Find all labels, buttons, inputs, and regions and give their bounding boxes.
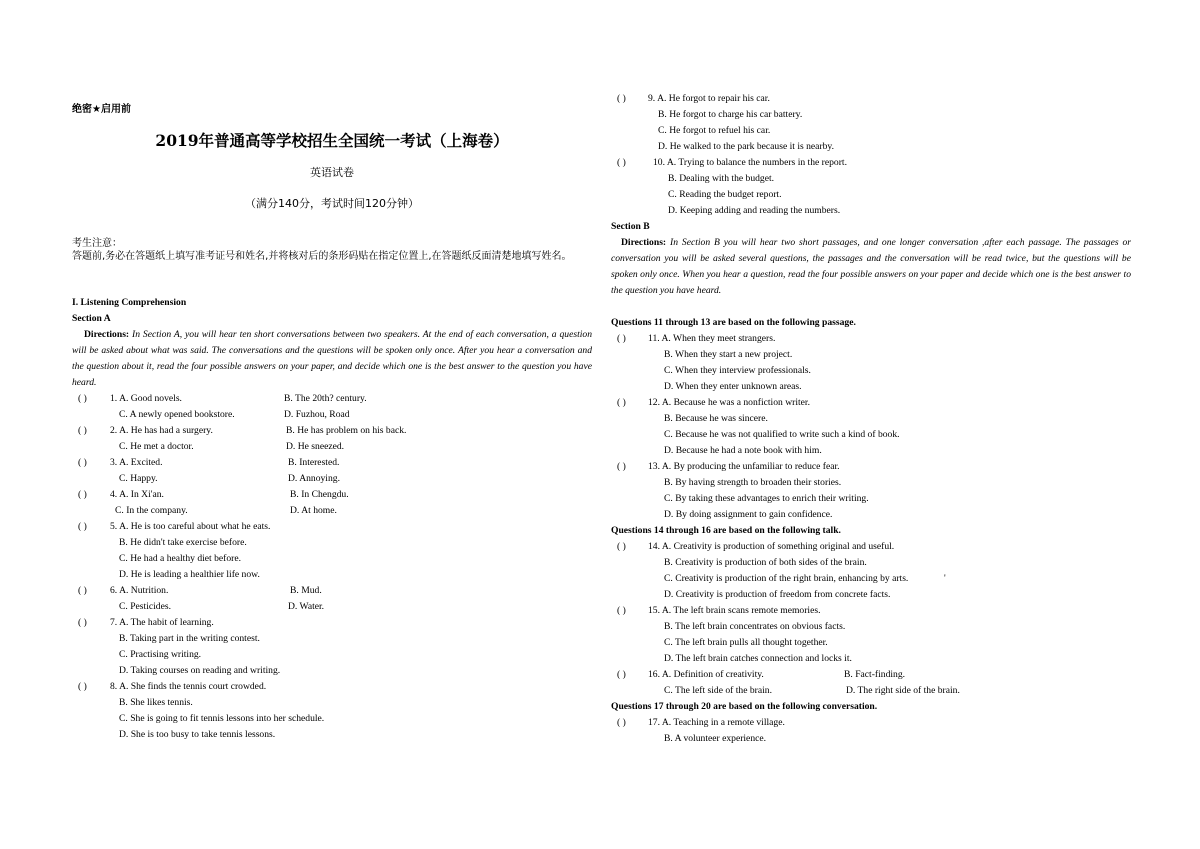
question-13-c [611, 491, 1131, 507]
option-b: B. When they start a new project. [664, 349, 793, 360]
option-d: D. Fuzhou, Road [284, 409, 350, 420]
question-15-b [611, 619, 1131, 635]
option-c: C. He had a healthy diet before. [119, 553, 242, 564]
notice-heading: 考生注意： [72, 238, 122, 249]
question-11-b [611, 347, 1131, 363]
answer-blank[interactable]: ( ) [617, 397, 626, 408]
option-d: D. Because he had a note book with him. [664, 445, 822, 456]
question-6 [72, 583, 592, 599]
option-a: 12. A. Because he was a nonfiction writer. [648, 397, 810, 408]
question-14-b [611, 555, 1131, 571]
option-c: C. Creativity is production of the right brain, enhancing by arts. [664, 573, 909, 584]
question-15 [611, 603, 1131, 619]
option-c: C. A newly opened bookstore. [119, 409, 235, 420]
question-17-b [611, 731, 1131, 747]
question-10 [611, 155, 1131, 171]
question-1 [72, 391, 592, 407]
question-12-c [611, 427, 1131, 443]
question-9-d [611, 139, 1131, 155]
option-c: C. Happy. [119, 473, 158, 484]
option-b: B. She likes tennis. [119, 697, 193, 708]
option-b: B. By having strength to broaden their stories. [664, 477, 842, 488]
question-14-d [611, 587, 1131, 603]
score-time-info: （满分140分，考试时间120分钟） [245, 197, 419, 210]
question-8-c [72, 711, 592, 727]
option-a: 10. A. Trying to balance the numbers in the report. [653, 157, 847, 168]
directions-text-b: In Section B you will hear two short passages, and one longer conversation ,after each passage. The passages or conversation you will be asked several questions, the passages and the conversation will be read twice, but the questions will be spoken only once. When you hear a question, read the four possible answers on your paper and decide which one is the best answer to the question you have heard. [611, 237, 1131, 296]
question-7-d [72, 663, 592, 679]
option-c: C. The left brain pulls all thought together. [664, 637, 828, 648]
question-10-d [611, 203, 1131, 219]
option-a: 2. A. He has had a surgery. [110, 425, 213, 436]
question-16 [611, 667, 1131, 683]
question-3-row2 [72, 471, 592, 487]
option-b: B. A volunteer experience. [664, 733, 767, 744]
notice-text: 答题前,务必在答题纸上填写准考证号和姓名,并将核对后的条形码贴在指定位置上,在答题纸反面清楚地填写姓名。 [72, 251, 572, 262]
answer-blank[interactable]: ( ) [78, 489, 87, 500]
option-b: B. Taking part in the writing contest. [119, 633, 260, 644]
question-9-b [611, 107, 1131, 123]
answer-blank[interactable]: ( ) [78, 393, 87, 404]
listening-part-a [72, 295, 592, 743]
option-a: 9. A. He forgot to repair his car. [648, 93, 770, 104]
question-6-row2 [72, 599, 592, 615]
answer-blank[interactable]: ( ) [78, 617, 87, 628]
option-c: C. She is going to fit tennis lessons into her schedule. [119, 713, 325, 724]
option-d: D. Annoying. [288, 473, 340, 484]
exam-subtitle: 英语试卷 [310, 166, 354, 179]
option-a: 6. A. Nutrition. [110, 585, 169, 596]
question-13 [611, 459, 1131, 475]
option-a: 13. A. By producing the unfamiliar to reduce fear. [648, 461, 840, 472]
option-b: B. In Chengdu. [290, 489, 349, 500]
option-d: D. The right side of the brain. [846, 685, 960, 696]
answer-blank[interactable]: ( ) [78, 681, 87, 692]
question-2 [72, 423, 592, 439]
option-d: D. She is too busy to take tennis lessons. [119, 729, 276, 740]
option-b: B. Creativity is production of both sides of the brain. [664, 557, 867, 568]
answer-blank[interactable]: ( ) [617, 669, 626, 680]
option-b: B. Because he was sincere. [664, 413, 768, 424]
option-c: C. Pesticides. [119, 601, 171, 612]
option-d: D. At home. [290, 505, 337, 516]
confidential-label: 绝密★启用前 [72, 104, 131, 115]
answer-blank[interactable]: ( ) [78, 585, 87, 596]
question-5-b [72, 535, 592, 551]
question-14 [611, 539, 1131, 555]
section-a-directions [72, 327, 592, 391]
question-11-d [611, 379, 1131, 395]
option-c: C. Reading the budget report. [668, 189, 782, 200]
question-15-d [611, 651, 1131, 667]
option-a: 5. A. He is too careful about what he eats. [110, 521, 271, 532]
question-5 [72, 519, 592, 535]
question-12-b [611, 411, 1131, 427]
question-14-c [611, 571, 1131, 587]
option-c: C. When they interview professionals. [664, 365, 811, 376]
option-d: D. The left brain catches connection and locks it. [664, 653, 852, 664]
option-b: B. He has problem on his back. [286, 425, 407, 436]
option-c: C. By taking these advantages to enrich their writing. [664, 493, 869, 504]
question-8 [72, 679, 592, 695]
option-d: D. Keeping adding and reading the numbers. [668, 205, 841, 216]
answer-blank[interactable]: ( ) [617, 461, 626, 472]
question-1-row2 [72, 407, 592, 423]
option-b: B. He didn't take exercise before. [119, 537, 247, 548]
answer-blank[interactable]: ( ) [617, 93, 626, 104]
option-c: C. The left side of the brain. [664, 685, 772, 696]
question-8-d [72, 727, 592, 743]
question-2-row2 [72, 439, 592, 455]
option-a: 4. A. In Xi'an. [110, 489, 164, 500]
question-7 [72, 615, 592, 631]
option-c: C. He forgot to refuel his car. [658, 125, 771, 136]
option-a: 1. A. Good novels. [110, 393, 182, 404]
option-d: D. By doing assignment to gain confidence. [664, 509, 833, 520]
question-5-d [72, 567, 592, 583]
question-9-c [611, 123, 1131, 139]
option-d: D. When they enter unknown areas. [664, 381, 802, 392]
option-a: 11. A. When they meet strangers. [648, 333, 776, 344]
listening-part-b [611, 91, 1131, 747]
question-4-row2 [72, 503, 592, 519]
question-group-heading: Questions 17 through 20 are based on the following conversation. [611, 701, 878, 712]
answer-blank[interactable]: ( ) [617, 157, 626, 168]
answer-blank[interactable]: ( ) [617, 541, 626, 552]
question-17 [611, 715, 1131, 731]
spacer [611, 299, 1131, 315]
option-b: B. Dealing with the budget. [668, 173, 775, 184]
answer-blank[interactable]: ( ) [617, 717, 626, 728]
section-b-directions [611, 235, 1131, 299]
question-15-c [611, 635, 1131, 651]
question-5-c [72, 551, 592, 567]
option-d: D. He walked to the park because it is nearby. [658, 141, 834, 152]
question-7-c [72, 647, 592, 663]
stray-mark: ' [944, 573, 946, 584]
option-d: D. Creativity is production of freedom from concrete facts. [664, 589, 891, 600]
option-b: B. Fact-finding. [844, 669, 906, 680]
question-4 [72, 487, 592, 503]
option-a: 17. A. Teaching in a remote village. [648, 717, 785, 728]
exam-title: 2019年普通高等学校招生全国统一考试（上海卷） [155, 131, 509, 150]
section-a-heading: Section A [72, 313, 111, 324]
question-group-heading: Questions 11 through 13 are based on the following passage. [611, 317, 856, 328]
section-b-heading: Section B [611, 221, 650, 232]
option-d: D. Taking courses on reading and writing. [119, 665, 281, 676]
question-13-d [611, 507, 1131, 523]
directions-label: Directions: [84, 329, 130, 340]
question-13-b [611, 475, 1131, 491]
question-group-heading: Questions 14 through 16 are based on the following talk. [611, 525, 841, 536]
question-16-row2 [611, 683, 1131, 699]
answer-blank[interactable]: ( ) [78, 521, 87, 532]
answer-blank[interactable]: ( ) [617, 605, 626, 616]
question-12 [611, 395, 1131, 411]
part-title: I. Listening Comprehension [72, 297, 187, 308]
question-10-b [611, 171, 1131, 187]
question-7-b [72, 631, 592, 647]
option-a: 14. A. Creativity is production of something original and useful. [648, 541, 895, 552]
option-c: C. Practising writing. [119, 649, 202, 660]
option-b: B. The left brain concentrates on obvious facts. [664, 621, 846, 632]
option-b: B. Mud. [290, 585, 322, 596]
answer-blank[interactable]: ( ) [617, 333, 626, 344]
option-d: D. He sneezed. [286, 441, 345, 452]
option-b: B. He forgot to charge his car battery. [658, 109, 803, 120]
option-b: B. Interested. [288, 457, 340, 468]
option-c: C. He met a doctor. [119, 441, 194, 452]
option-a: 3. A. Excited. [110, 457, 163, 468]
answer-blank[interactable]: ( ) [78, 457, 87, 468]
question-3 [72, 455, 592, 471]
option-a: 16. A. Definition of creativity. [648, 669, 764, 680]
question-8-b [72, 695, 592, 711]
option-c: C. Because he was not qualified to write such a kind of book. [664, 429, 900, 440]
question-10-c [611, 187, 1131, 203]
directions-text-a: In Section A, you will hear ten short conversations between two speakers. At the end of each conversation, a question will be asked about what was said. The conversations and the questions will be spoken only once. After you hear a conversation and the question about it, read the four possible answers on your paper, and decide which one is the best answer to the question you have heard. [72, 329, 592, 388]
directions-label: Directions: [621, 237, 667, 248]
answer-blank[interactable]: ( ) [78, 425, 87, 436]
question-11 [611, 331, 1131, 347]
question-12-d [611, 443, 1131, 459]
option-c: C. In the company. [115, 505, 188, 516]
option-d: D. Water. [288, 601, 325, 612]
question-11-c [611, 363, 1131, 379]
option-d: D. He is leading a healthier life now. [119, 569, 260, 580]
question-9 [611, 91, 1131, 107]
option-b: B. The 20th? century. [284, 393, 367, 404]
option-a: 15. A. The left brain scans remote memories. [648, 605, 821, 616]
option-a: 8. A. She finds the tennis court crowded. [110, 681, 267, 692]
option-a: 7. A. The habit of learning. [110, 617, 214, 628]
